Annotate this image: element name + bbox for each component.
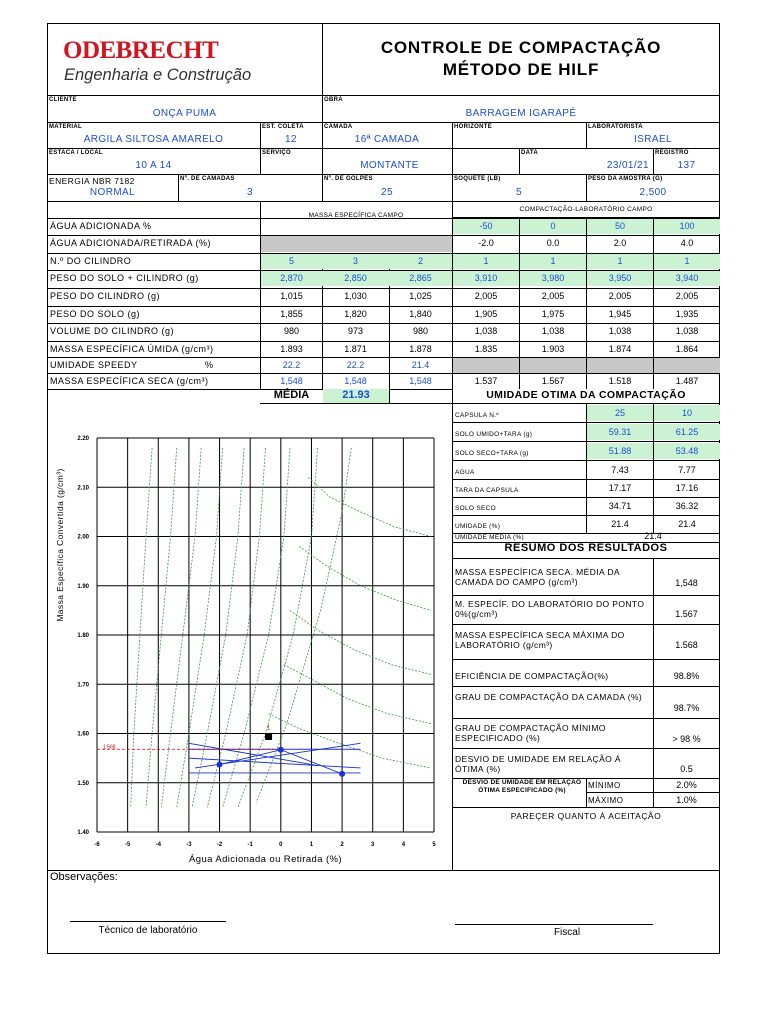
- n-golpes-label: Nº. DE GOLPES: [324, 176, 373, 182]
- lab-cell: 1: [453, 254, 519, 269]
- umid-cell: 7.43: [611, 465, 629, 475]
- umid-cell: 36.32: [675, 501, 699, 511]
- y-tick-label: 2.00: [77, 534, 89, 541]
- camada-label: CAMADA: [324, 124, 353, 130]
- horizonte-label: HORIZONTE: [454, 124, 493, 130]
- umid-row-label: SOLO UMIDO+TARA (g): [455, 431, 533, 438]
- umid-row-label: AGUA: [455, 469, 475, 476]
- lab-cell: 1.537: [474, 376, 498, 386]
- lab-cell: 2,005: [608, 291, 632, 301]
- lab-cell: 1.835: [474, 344, 498, 354]
- data-point: [339, 771, 345, 777]
- x-axis-label: Água Adicionada ou Retirada (%): [189, 854, 342, 865]
- laboratorista-label: LABORATORISTA: [588, 124, 643, 130]
- campo-cell: 5: [261, 254, 322, 269]
- umid-media-value: 21.4: [644, 531, 662, 541]
- minimo-value: 2.0%: [676, 780, 697, 790]
- x-tick-label: -3: [186, 842, 192, 848]
- soquete-value: 5: [516, 187, 522, 198]
- lab-cell: 1,038: [608, 326, 632, 336]
- x-tick-label: 5: [432, 842, 436, 848]
- campo-cell: 980: [412, 326, 429, 336]
- density-curve: [223, 448, 290, 808]
- density-curve: [161, 448, 201, 808]
- lab-cell: 3,980: [520, 271, 586, 286]
- tecnico-label: Técnico de laboratório: [98, 925, 198, 936]
- camada-value: 16ª CAMADA: [354, 134, 420, 145]
- umid-cell: 25: [587, 405, 653, 421]
- umid-row-label: UMIDADE (%): [455, 523, 501, 530]
- density-curve: [177, 448, 223, 808]
- row-label: PESO DO SOLO (g): [50, 309, 141, 319]
- lab-cell: 1.487: [675, 376, 699, 386]
- lab-cell: 1: [587, 254, 653, 269]
- energia-value: NORMAL: [89, 187, 136, 198]
- laboratorista-value: ISRAEL: [634, 134, 672, 145]
- campo-cell: 2: [389, 254, 452, 269]
- campo-cell: 2,865: [389, 271, 452, 286]
- registro-value: 137: [677, 160, 696, 171]
- compaction-chart: [47, 389, 453, 870]
- campo-cell: 973: [347, 326, 364, 336]
- data-label: DATA: [521, 150, 538, 156]
- campo-cell: 2,870: [261, 271, 322, 286]
- resumo-r8-label: DESVIO DE UMIDADE EM RELAÇÃO ÓTIMA ESPECIFICADO (%): [462, 779, 582, 794]
- resumo-r3-label: MASSA ESPECÍFICA SECA MÁXIMA DO LABORATÓRIO (g/cm³): [455, 630, 625, 650]
- company-logo: ODEBRECHT: [63, 37, 219, 64]
- umidade-otima-title: UMIDADE OTIMA DA COMPACTAÇÃO: [486, 389, 686, 401]
- media-value: 21.93: [323, 389, 389, 403]
- density-curve: [284, 665, 431, 724]
- umid-cell: 7.77: [678, 465, 696, 475]
- campo-cell: 1.893: [280, 344, 303, 354]
- y-tick-label: 1.50: [77, 780, 89, 787]
- lab-cell: 1,038: [474, 326, 498, 336]
- cliente-value: ONÇA PUMA: [152, 108, 217, 119]
- lab-cell: 4.0: [680, 238, 694, 248]
- resumo-r7-label: DESVIO DE UMIDADE EM RELAÇÃO Á ÓTIMA (%): [455, 754, 621, 774]
- lab-header: COMPACTAÇÃO-LABORATÓRIO CAMPO: [519, 206, 653, 213]
- campo-cell: 22.2: [346, 360, 365, 370]
- row-label: VOLUME DO CILINDRO (g): [50, 326, 175, 336]
- est-coleta-value: 12: [285, 134, 297, 145]
- campo-cell: 1,840: [409, 309, 432, 319]
- peso-amostra-label: PESO DA AMOSTRA (G): [588, 176, 663, 182]
- obra-label: OBRA: [324, 97, 343, 103]
- campo-cell: 1,820: [344, 309, 367, 319]
- lab-cell: 1,945: [608, 309, 632, 319]
- material-label: MATERIAL: [49, 124, 82, 130]
- parecer-label: PAREÇER QUANTO À ACEITAÇÃO: [510, 811, 662, 821]
- estaca-value: 10 A 14: [135, 160, 172, 171]
- umid-cell: 34.71: [608, 501, 632, 511]
- massa-campo-header: MASSA ESPECÍFICA CAMPO: [308, 212, 404, 219]
- registro-label: REGISTRO: [655, 150, 689, 156]
- row-unit: %: [205, 360, 214, 370]
- resumo-r3-value: 1.568: [675, 640, 698, 650]
- servico-value: MONTANTE: [360, 160, 419, 171]
- campo-cell: 22.2: [282, 360, 301, 370]
- density-curve: [299, 546, 431, 610]
- campo-cell: 1,015: [280, 291, 303, 301]
- form-title: CONTROLE DE COMPACTAÇÃO: [380, 38, 662, 57]
- row-label: PESO DO SOLO + CILINDRO (g): [50, 273, 199, 283]
- obra-value: BARRAGEM IGARAPÉ: [465, 108, 577, 119]
- estaca-label: ESTACA / LOCAL: [49, 150, 103, 156]
- lab-cell: 2,005: [541, 291, 565, 301]
- y-tick-label: 1.80: [77, 633, 89, 639]
- lab-cell: 3,940: [654, 271, 720, 286]
- lab-cell: 100: [654, 219, 720, 234]
- campo-cell: 1,548: [409, 376, 432, 386]
- campo-cell: 1,548: [280, 376, 303, 386]
- resumo-r7-value: 0.5: [680, 764, 693, 774]
- data-point: [278, 747, 284, 753]
- lab-cell: -2.0: [478, 238, 494, 248]
- n-camadas-value: 3: [247, 187, 253, 198]
- row-label: MASSA ESPECÍFICA ÚMIDA (g/cm³): [50, 344, 214, 354]
- x-tick-label: -4: [155, 842, 161, 848]
- observacoes-label: Observações:: [50, 871, 118, 883]
- resumo-r4-label: EFICIÊNCIA DE COMPACTAÇÃO(%): [455, 671, 609, 681]
- x-tick-label: 1: [309, 842, 314, 848]
- campo-cell: 1.871: [344, 344, 367, 354]
- max-point-marker: [265, 733, 272, 740]
- density-curve: [308, 477, 431, 536]
- density-curve: [192, 448, 244, 808]
- data-value: 23/01/21: [606, 160, 649, 171]
- x-tick-label: -1: [247, 842, 253, 848]
- row-label: ÁGUA ADICIONADA/RETIRADA (%): [50, 238, 212, 248]
- y-tick-label: 1.90: [77, 583, 89, 590]
- resumo-r4-value: 98.8%: [673, 671, 700, 681]
- y-tick-label: 1.40: [77, 830, 89, 836]
- resumo-r6-value: > 98 %: [672, 734, 701, 744]
- media-label: MÉDIA: [273, 389, 310, 401]
- lab-cell: 0: [520, 219, 586, 234]
- lab-cell: 3,950: [587, 271, 653, 286]
- row-label: UMIDADE SPEEDY: [50, 360, 138, 370]
- x-tick-label: 3: [371, 842, 375, 848]
- chart-area: [47, 389, 453, 870]
- company-subtitle: Engenharia e Construção: [64, 66, 252, 84]
- lab-cell: 1: [520, 254, 586, 269]
- resumo-r1-label: MASSA ESPECÍFICA SECA. MÉDIA DA CAMADA DO CAMPO (g/cm³): [455, 567, 620, 587]
- density-curve: [131, 448, 152, 808]
- lab-cell: 50: [587, 219, 653, 234]
- lab-cell: 1,038: [675, 326, 699, 336]
- x-tick-label: -5: [124, 842, 131, 848]
- campo-cell: 3: [322, 254, 389, 269]
- y-tick-label: 2.10: [77, 485, 89, 492]
- lab-cell: 1,905: [474, 309, 498, 319]
- x-tick-label: 0: [279, 842, 283, 848]
- x-tick-label: 4: [401, 842, 406, 848]
- est-coleta-label: EST. COLETA: [262, 124, 304, 130]
- umid-media-label: UMIDADE MÉDIA (%): [455, 534, 525, 541]
- lab-cell: 1.567: [541, 376, 565, 386]
- density-curve: [146, 448, 177, 808]
- umid-cell: 10: [654, 405, 720, 421]
- n-camadas-label: Nº. DE CAMADAS: [180, 176, 235, 182]
- lab-cell: 3,910: [453, 271, 519, 286]
- umid-row-label: SOLO SECO+TARA (g): [455, 450, 529, 457]
- umid-cell: 59.31: [587, 424, 653, 440]
- fiscal-label: Fiscal: [553, 927, 581, 938]
- row-label: PESO DO CILINDRO (g): [50, 291, 161, 301]
- lab-cell: 2,005: [675, 291, 699, 301]
- y-axis-label: Massa Específica Convertida (g/cm³): [55, 468, 65, 622]
- campo-cell: 21.4: [411, 360, 430, 370]
- lab-cell: 0.0: [546, 238, 560, 248]
- x-tick-label: -6: [94, 842, 100, 848]
- row-label: MASSA ESPECÍFICA SECA (g/cm³): [50, 376, 209, 386]
- maximo-label: MÁXIMO: [588, 796, 624, 805]
- lab-cell: 2.0: [613, 238, 627, 248]
- umid-cell: 17.17: [608, 483, 632, 493]
- reference-line-label: 1.568: [103, 744, 116, 751]
- campo-cell: 1,548: [344, 376, 367, 386]
- lab-cell: 1,038: [541, 326, 565, 336]
- resumo-r6-label: GRAU DE COMPACTAÇÃO MÍNIMO ESPECIFICADO (%): [455, 723, 606, 743]
- lab-cell: 1,975: [541, 309, 565, 319]
- umid-cell: 53.48: [654, 443, 720, 459]
- density-curve: [266, 714, 431, 768]
- umid-row-label: TARA DA CAPSULA: [455, 487, 519, 494]
- row-label: N.º DO CILINDRO: [50, 256, 132, 266]
- resumo-title: RESUMO DOS RESULTADOS: [504, 542, 668, 554]
- lab-cell: 1.864: [675, 344, 699, 354]
- umid-row-label: CAPSULA N.º: [455, 412, 499, 419]
- peso-amostra-value: 2,500: [639, 187, 667, 198]
- x-tick-label: 2: [340, 842, 344, 848]
- campo-cell: 1,030: [344, 291, 367, 301]
- umid-cell: 21.4: [611, 519, 629, 529]
- lab-cell: 1.518: [608, 376, 632, 386]
- soquete-label: SOQUETE (LB): [454, 176, 501, 182]
- resumo-r1-value: 1,548: [675, 578, 698, 588]
- minimo-label: MÍNIMO: [588, 781, 621, 790]
- lab-cell: 2,005: [474, 291, 498, 301]
- campo-cell: 2,850: [322, 271, 389, 286]
- campo-cell: 1.878: [409, 344, 432, 354]
- y-tick-label: 1.60: [77, 731, 89, 738]
- construction-line: [189, 758, 361, 768]
- form-subtitle: MÉTODO DE HILF: [442, 60, 600, 79]
- umid-cell: 17.16: [675, 483, 699, 493]
- n-golpes-value: 25: [381, 187, 393, 198]
- lab-cell: 1: [654, 254, 720, 269]
- cliente-label: CLIENTE: [49, 97, 77, 103]
- lab-cell: 1.903: [541, 344, 565, 354]
- maximo-value: 1.0%: [676, 795, 697, 805]
- y-tick-label: 1.70: [77, 682, 89, 689]
- campo-cell: 1,855: [280, 309, 303, 319]
- lab-cell: -50: [453, 219, 519, 234]
- material-value: ARGILA SILTOSA AMARELO: [83, 134, 224, 145]
- lab-cell: 1,935: [675, 309, 699, 319]
- x-tick-label: -2: [216, 842, 223, 848]
- campo-cell: 1,025: [409, 291, 432, 301]
- max-point-label: 1: [266, 725, 271, 732]
- resumo-r2-value: 1.567: [675, 609, 698, 619]
- umid-cell: 51.88: [587, 443, 653, 459]
- y-tick-label: 2.20: [77, 436, 89, 442]
- data-point: [217, 762, 223, 768]
- servico-label: SERVIÇO: [262, 150, 291, 156]
- energia-label: ENERGIA NBR 7182: [49, 176, 135, 186]
- resumo-r5-value: 98.7%: [673, 703, 700, 713]
- lab-cell: 1.874: [608, 344, 632, 354]
- umid-cell: 21.4: [678, 519, 696, 529]
- resumo-r2-label: M. ESPECÍF. DO LABORATÓRIO DO PONTO 0%(g/cm³): [455, 599, 645, 619]
- campo-cell: 980: [283, 326, 300, 336]
- density-curve: [207, 448, 265, 808]
- umid-cell: 61.25: [654, 424, 720, 440]
- resumo-r5-label: GRAU DE COMPACTAÇÃO DA CAMADA (%): [455, 692, 643, 702]
- row-label: ÁGUA ADICIONADA %: [50, 221, 152, 231]
- umid-row-label: SOLO SECO: [455, 505, 496, 512]
